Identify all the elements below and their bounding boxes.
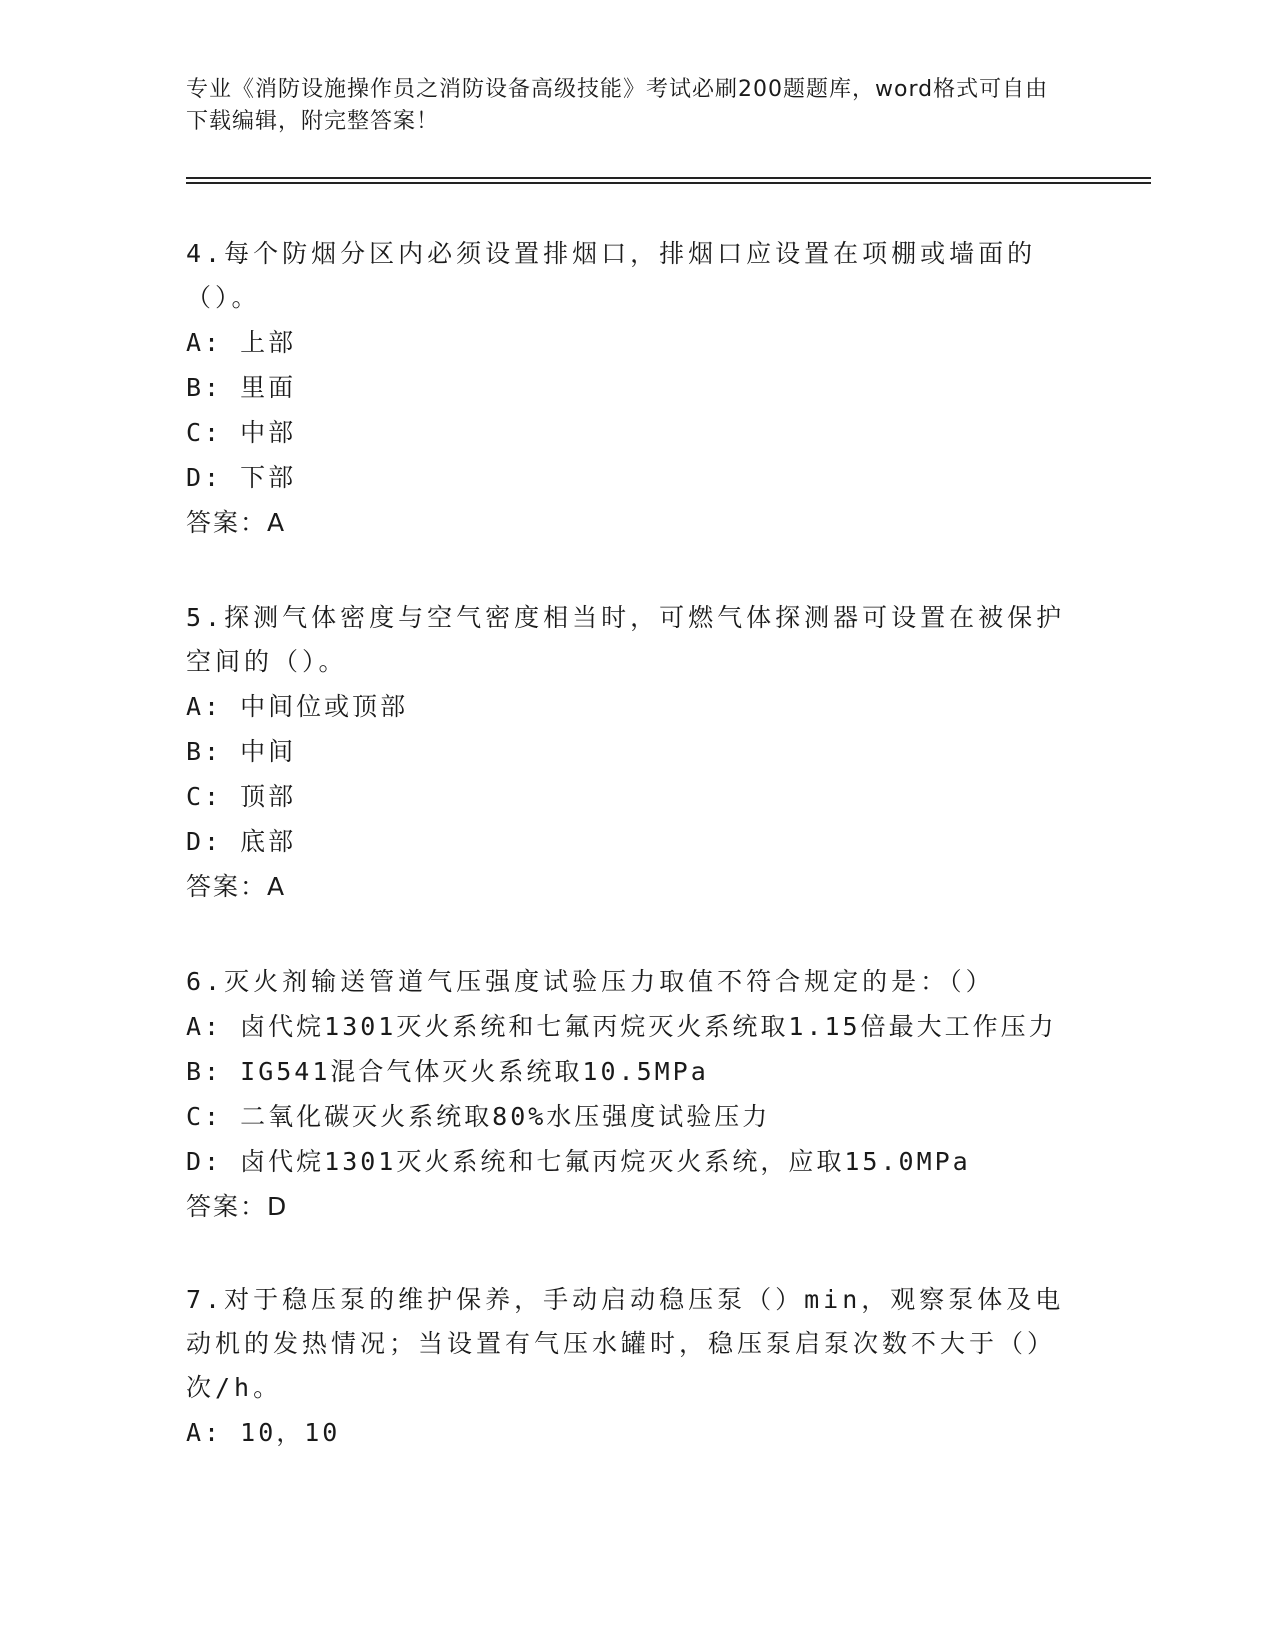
option-a: A: 中间位或顶部: [186, 692, 409, 721]
answer-line: 答案：D: [186, 1192, 289, 1221]
document-header: 专业《消防设施操作员之消防设备高级技能》考试必刷200题题库，word格式可自由下载编辑，附完整答案！: [186, 77, 1049, 134]
question-stem: 6.灭火剂输送管道气压强度试验压力取值不符合规定的是：（）: [186, 967, 995, 996]
option-b: B: IG541混合气体灭火系统取10.5MPa: [186, 1057, 709, 1086]
header-divider-bottom: [186, 182, 1151, 184]
question-5: [186, 596, 1066, 910]
option-d: D: 下部: [186, 463, 297, 492]
question-7: [186, 1278, 1066, 1455]
option-d: D: 卤代烷1301灭火系统和七氟丙烷灭火系统，应取15.0MPa: [186, 1147, 971, 1176]
option-c: C: 顶部: [186, 782, 297, 811]
question-stem: 4.每个防烟分区内必须设置排烟口，排烟口应设置在项棚或墙面的（）。: [186, 239, 1037, 312]
question-stem: 5.探测气体密度与空气密度相当时，可燃气体探测器可设置在被保护空间的（）。: [186, 603, 1066, 676]
option-a: A: 上部: [186, 328, 297, 357]
option-c: C: 中部: [186, 418, 297, 447]
question-stem: 7.对于稳压泵的维护保养，手动启动稳压泵（）min，观察泵体及电动机的发热情况；当设置有气压水罐时，稳压泵启泵次数不大于（）次/h。: [186, 1285, 1065, 1402]
option-d: D: 底部: [186, 827, 297, 856]
answer-line: 答案：A: [186, 508, 287, 537]
option-a: A: 卤代烷1301灭火系统和七氟丙烷灭火系统取1.15倍最大工作压力: [186, 1012, 1057, 1041]
option-b: B: 里面: [186, 373, 297, 402]
option-c: C: 二氧化碳灭火系统取80%水压强度试验压力: [186, 1102, 771, 1131]
question-4: [186, 232, 1066, 546]
option-b: B: 中间: [186, 737, 297, 766]
header-divider-top: [186, 177, 1151, 179]
question-6: [186, 960, 1066, 1230]
answer-line: 答案：A: [186, 872, 287, 901]
option-a: A: 10，10: [186, 1418, 341, 1447]
